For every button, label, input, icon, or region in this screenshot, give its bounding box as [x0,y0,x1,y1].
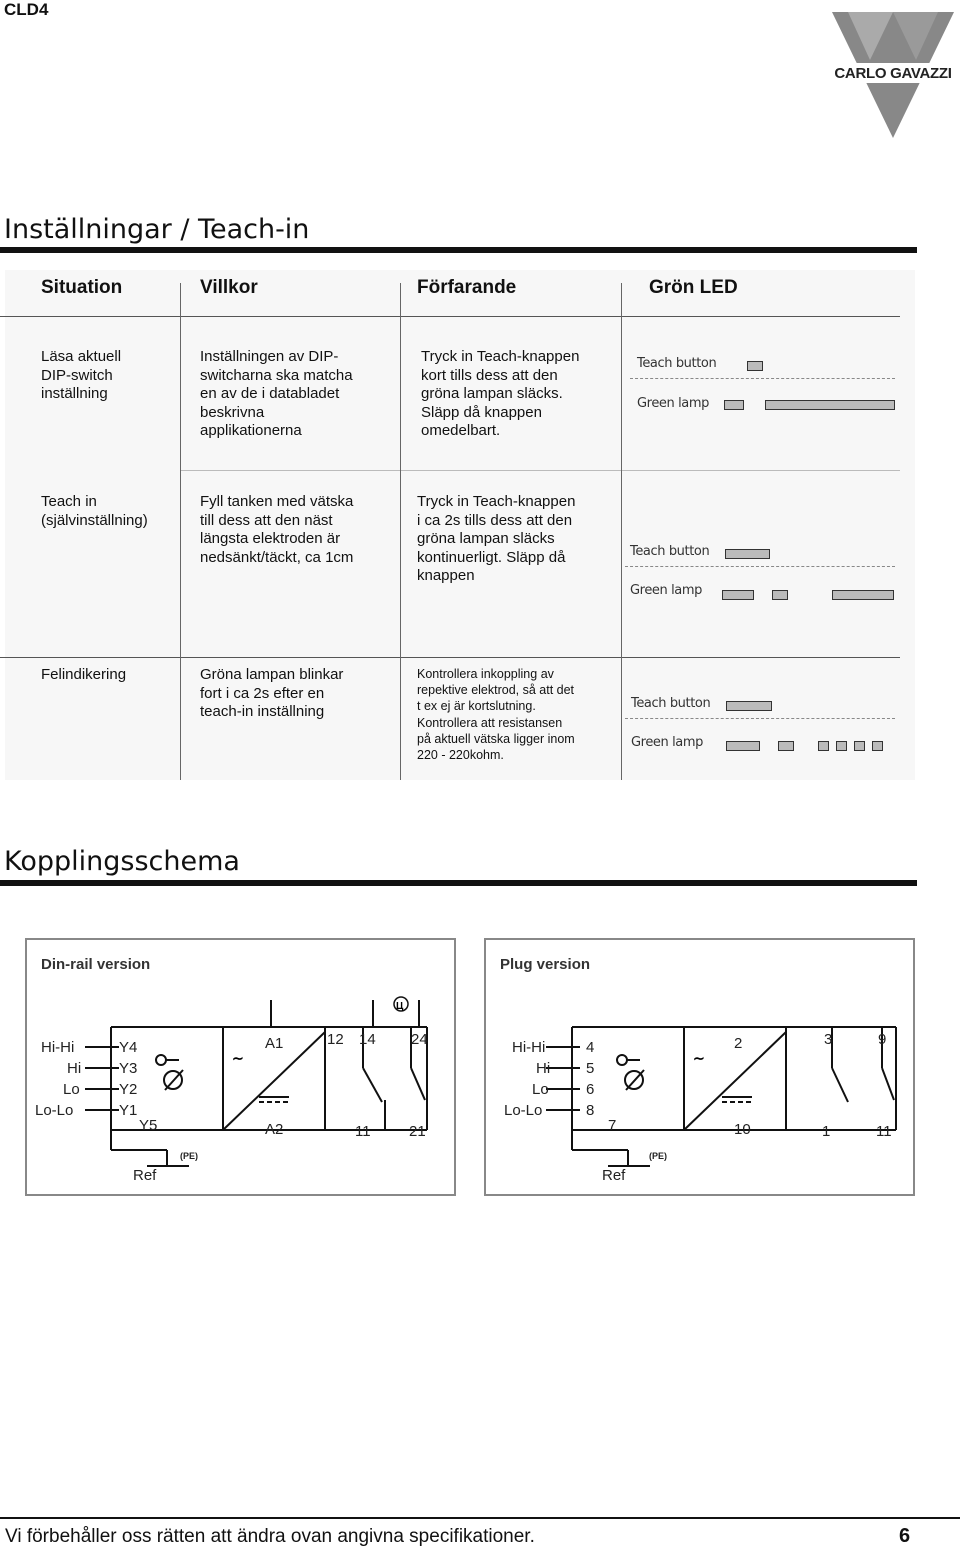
text-line: Tryck in Teach-knappen [417,493,576,510]
contact-label: 3 [824,1031,833,1048]
ref-label: Ref [602,1167,626,1184]
wiring-section-title: Kopplingsschema [4,846,240,877]
supply-label: 10 [734,1121,751,1138]
column-divider [180,283,181,780]
teach-pulse [726,701,772,711]
lamp-pulse [772,590,788,600]
lamp-pulse [726,741,760,751]
ref-label: Ref [133,1167,157,1184]
text-line: Inställningen av DIP- [200,348,339,365]
terminal-label: Y2 [119,1081,138,1098]
contact-label: 11 [355,1123,371,1140]
teach-button-label: Teach button [637,356,717,371]
text-line: switcharna ska matcha [200,366,353,384]
column-header-situation: Situation [41,277,123,298]
document-code: CLD4 [4,0,49,19]
text-line: teach-in inställning [200,703,325,720]
footer-disclaimer: Vi förbehåller oss rätten att ändra ovan angivna specifikationer. [5,1526,535,1547]
level-label: Lo [532,1081,549,1098]
text-line: Teach in [41,493,97,510]
row1-forfarande [421,348,579,441]
plug-schematic [486,940,913,1194]
page-number: 6 [899,1525,911,1547]
row3-villkor [200,666,343,722]
text-line: omedelbart. [421,422,501,439]
lamp-pulse [836,741,847,751]
lamp-pulse [832,590,894,600]
text-line: 220 - 220kohm. [417,748,504,763]
text-line: beskrivna [200,403,265,421]
row1-situation [41,348,121,404]
row-divider [180,470,900,471]
teach-button-label: Teach button [630,544,710,559]
text-line: Felindikering [41,666,127,683]
terminal-label: Y3 [119,1060,138,1077]
teach-button-label: Teach button [631,696,711,711]
row2-forfarande [417,493,575,586]
supply-label: A2 [265,1121,284,1138]
contact-label: 14 [359,1031,376,1048]
contact-label: 21 [409,1123,426,1140]
contact-label: 24 [411,1031,428,1048]
text-line: kontinuerligt. Släpp då [417,548,566,566]
text-line: en av de i databladet [200,385,340,402]
pe-label: (PE) [180,1151,198,1161]
row1-villkor [200,348,353,441]
terminal-label: Y4 [119,1039,138,1056]
contact-label: 1 [822,1123,831,1140]
lamp-pulse [778,741,794,751]
terminal-label: 4 [586,1039,595,1056]
table-header-rule [0,316,900,317]
text-line: DIP-switch [41,366,113,384]
timing-baseline [625,718,895,719]
terminal-label: Y1 [119,1102,138,1119]
column-divider [621,283,622,780]
ac-tilde-icon: ∼ [693,1050,705,1066]
timing-baseline [625,566,895,567]
level-label: Lo [63,1081,80,1098]
brand-name: CARLO GAVAZZI [834,65,952,82]
section-rule [0,247,917,253]
row3-forfarande [417,666,575,763]
lamp-pulse [818,741,829,751]
footer-rule [0,1517,960,1519]
text-line: Fyll tanken med vätska [200,493,354,510]
level-label: Lo-Lo [35,1102,74,1119]
text-line: Läsa aktuell [41,348,122,365]
terminal-label: 5 [586,1060,595,1077]
level-label: Hi [67,1060,82,1077]
text-line: Tryck in Teach-knappen [421,348,580,365]
lamp-pulse [854,741,865,751]
text-line: (självinställning) [41,511,148,529]
ac-tilde-icon: ∼ [232,1050,244,1066]
text-line: Gröna lampan blinkar [200,666,344,683]
din-rail-schematic [27,940,454,1194]
row3-situation [41,666,126,685]
text-line: Kontrollera att resistansen [417,715,563,730]
level-label: Lo-Lo [504,1102,543,1119]
settings-section-title: Inställningar / Teach-in [4,214,310,245]
terminal-label: 7 [608,1117,617,1134]
text-line: applikationerna [200,422,302,439]
terminal-label: 6 [586,1081,595,1098]
teach-pulse [725,549,770,559]
terminal-label: 8 [586,1102,595,1119]
supply-label: A1 [265,1035,284,1052]
timing-baseline [630,378,895,379]
text-line: kort tills dess att den [421,366,558,384]
text-line: till dess att den näst [200,511,333,529]
section-rule [0,880,917,886]
text-line: nedsänkt/täckt, ca 1cm [200,548,354,566]
contact-label: 11 [876,1123,892,1140]
text-line: repektive elektrod, så att det [417,683,575,698]
teach-pulse [747,361,763,371]
level-label: Hi [536,1060,551,1077]
text-line: gröna lampan släcks [417,530,555,547]
terminal-label: Y5 [139,1117,158,1134]
plug-title: Plug version [500,956,591,973]
plug-diagram [484,938,915,1196]
contact-label: 12 [327,1031,344,1048]
din-rail-diagram [25,938,456,1196]
brand-logo [828,10,958,140]
column-header-forfarande: Förfarande [417,277,517,298]
level-label: Hi-Hi [41,1039,75,1056]
text-line: längsta elektroden är [200,530,341,547]
text-line: Släpp då knappen [421,403,542,421]
green-lamp-label: Green lamp [631,735,703,750]
lamp-pulse [872,741,883,751]
text-line: gröna lampan släcks. [421,385,563,402]
text-line: knappen [417,567,475,584]
text-line: t ex ej är kortslutning. [417,699,536,714]
column-header-gron-led: Grön LED [649,277,738,298]
text-line: på aktuell vätska ligger inom [417,731,575,746]
din-rail-title: Din-rail version [41,956,151,973]
pe-label: (PE) [649,1151,667,1161]
fuse-icon: Ц [396,1001,404,1012]
supply-label: 2 [734,1035,743,1052]
column-divider [400,283,401,780]
text-line: i ca 2s tills dess att den [417,511,573,529]
row-divider [0,657,900,658]
lamp-pulse [724,400,744,410]
green-lamp-label: Green lamp [637,396,709,411]
green-lamp-label: Green lamp [630,583,702,598]
text-line: Kontrollera inkoppling av [417,667,554,681]
column-header-villkor: Villkor [200,277,258,298]
text-line: fort i ca 2s efter en [200,684,325,702]
row2-situation [41,493,148,530]
row2-villkor [200,493,353,567]
level-label: Hi-Hi [512,1039,546,1056]
text-line: inställning [41,385,108,402]
contact-label: 9 [878,1031,887,1048]
lamp-pulse [765,400,895,410]
lamp-pulse [722,590,754,600]
